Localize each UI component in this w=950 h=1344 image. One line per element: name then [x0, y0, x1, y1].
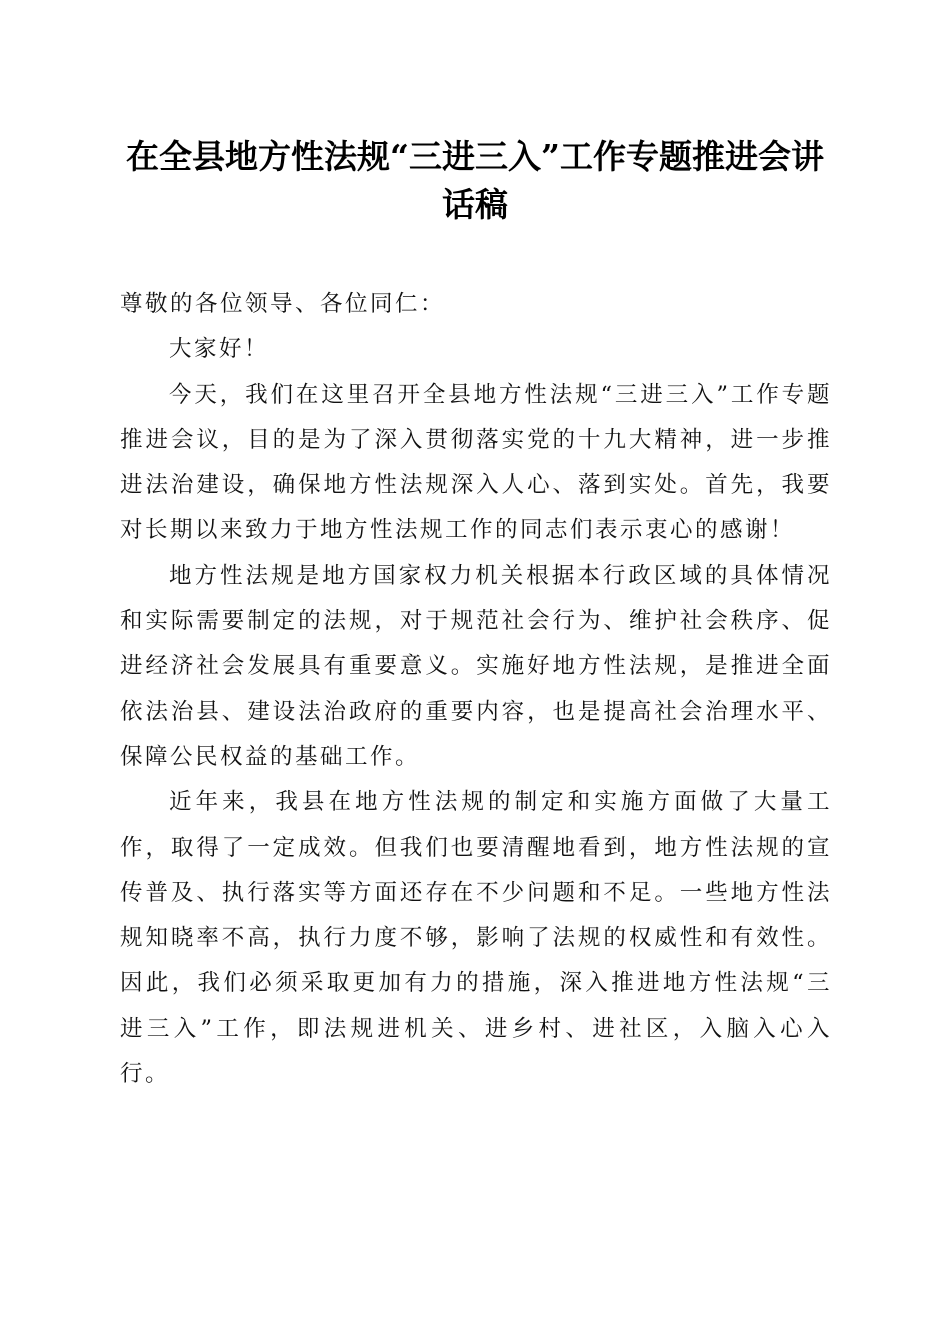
document-title: 在全县地方性法规“三进三入”工作专题推进会讲话稿	[126, 137, 824, 224]
paragraph-current-situation: 近年来，我县在地方性法规的制定和实施方面做了大量工作，取得了一定成效。但我们也要清醒地看到，地方性法规的宣传普及、执行落实等方面还存在不少问题和不足。一些地方性法规知晓率不高，执行力度不够，影响了法规的权威性和有效性。因此，我们必须采取更加有力的措施，深入推进地方性法规“三进三入”工作，即法规进机关、进乡村、进社区，入脑入心入行。	[120, 789, 832, 1088]
paragraph-significance: 地方性法规是地方国家权力机关根据本行政区域的具体情况和实际需要制定的法规，对于规范社会行为、维护社会秩序、促进经济社会发展具有重要意义。实施好地方性法规，是推进全面依法治县、建设法治政府的重要内容，也是提高社会治理水平、保障公民权益的基础工作。	[120, 562, 832, 770]
paragraph-greeting: 大家好！	[169, 336, 270, 363]
salutation: 尊敬的各位领导、各位同仁：	[120, 291, 446, 317]
document-body	[120, 282, 832, 1097]
paragraph-opening: 今天，我们在这里召开全县地方性法规“三进三入”工作专题推进会议，目的是为了深入贯彻落实党的十九大精神，进一步推进法治建设，确保地方性法规深入人心、落到实处。首先，我要对长期以来致力于地方性法规工作的同志们表示衷心的感谢！	[120, 381, 832, 544]
